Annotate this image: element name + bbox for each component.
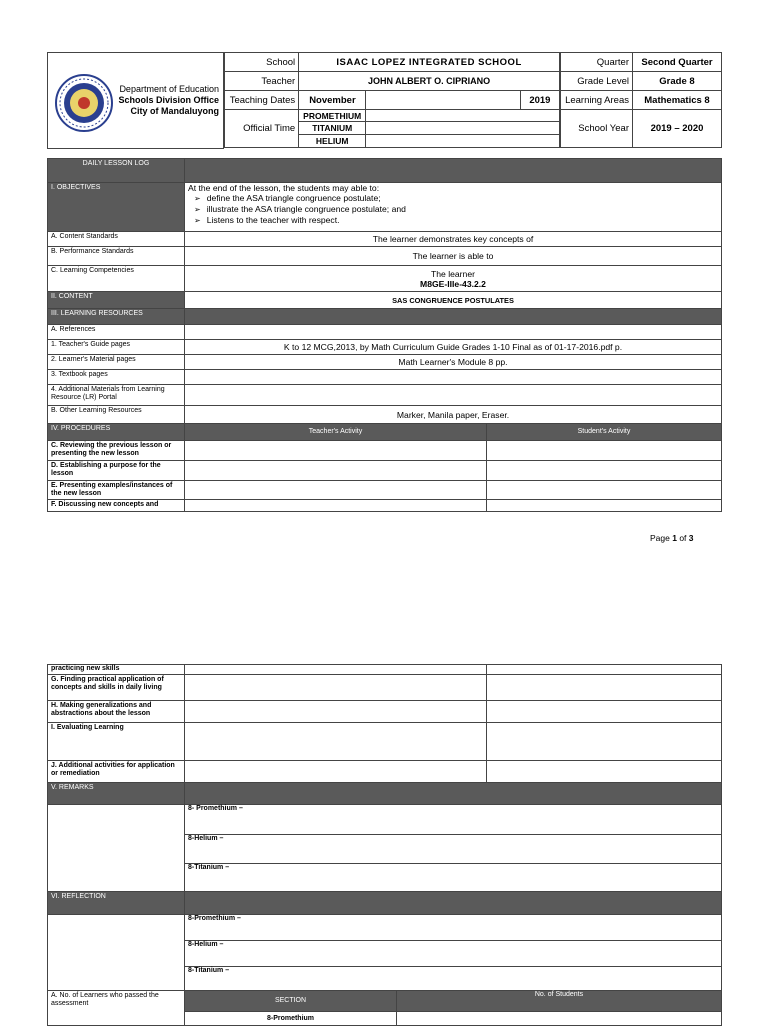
school-year-label: School Year — [561, 110, 633, 148]
other-resources-label: B. Other Learning Resources — [48, 406, 185, 424]
objective-item: ➢ define the ASA triangle congruence postulate; — [208, 193, 718, 204]
dept-name: Department of Education — [119, 84, 219, 94]
procedure-d-label: D. Establishing a purpose for the lesson — [48, 461, 185, 481]
objectives-label: I. OBJECTIVES — [48, 183, 185, 232]
quarter-label: Quarter — [561, 53, 633, 72]
procedure-f-continued: practicing new skills — [48, 665, 185, 675]
teaching-days — [366, 91, 521, 110]
school-label: School — [225, 53, 299, 72]
remark-helium: 8-Helium – — [185, 835, 722, 864]
time-helium — [366, 135, 560, 148]
section-helium: HELIUM — [299, 135, 366, 148]
students-count-header: No. of Students — [397, 991, 722, 1012]
teacher-label: Teacher — [225, 72, 299, 91]
teaching-dates-label: Teaching Dates — [225, 91, 299, 110]
learning-areas-label: Learning Areas — [561, 91, 633, 110]
procedure-g-label: G. Finding practical application of concepts and skills in daily living — [48, 675, 185, 701]
learners-material-value: Math Learner's Module 8 pp. — [185, 355, 722, 370]
teaching-month: November — [299, 91, 366, 110]
remarks-label: V. REMARKS — [48, 783, 185, 805]
learning-resources-label: III. LEARNING RESOURCES — [48, 309, 185, 325]
objectives-cell — [185, 183, 722, 232]
learning-areas-value: Mathematics 8 — [633, 91, 722, 110]
students-activity-header: Student's Activity — [487, 424, 722, 441]
quarter-value: Second Quarter — [633, 53, 722, 72]
teachers-activity-header: Teacher's Activity — [185, 424, 487, 441]
procedure-i-label: I. Evaluating Learning — [48, 723, 185, 761]
learners-material-label: 2. Learner's Material pages — [48, 355, 185, 370]
objectives-intro: At the end of the lesson, the students may able to: — [188, 183, 380, 193]
objective-item: ➢ Listens to the teacher with respect. — [208, 215, 718, 226]
content-standards-label: A. Content Standards — [48, 232, 185, 247]
objective-item: ➢ illustrate the ASA triangle congruence postulate; and — [208, 204, 718, 215]
time-promethium — [366, 110, 560, 122]
remark-titanium: 8-Titanium – — [185, 864, 722, 892]
deped-seal-icon — [54, 73, 114, 133]
content-label: II. CONTENT — [48, 292, 185, 309]
time-titanium — [366, 122, 560, 135]
division-city: City of Mandaluyong — [130, 106, 219, 116]
remark-promethium: 8- Promethium – — [185, 805, 722, 835]
header-meta-table — [560, 52, 722, 148]
assessment-table — [47, 990, 722, 1026]
reflection-label: VI. REFLECTION — [48, 892, 185, 915]
content-value: SAS CONGRUENCE POSTULATES — [185, 292, 722, 309]
official-time-label: Official Time — [225, 110, 299, 148]
procedure-j-label: J. Additional activities for application or remediation — [48, 761, 185, 783]
section-titanium: TITANIUM — [299, 122, 366, 135]
procedure-h-label: H. Making generalizations and abstractions about the lesson — [48, 701, 185, 723]
reflection-promethium: 8-Promethium – — [185, 915, 722, 941]
teacher-name: JOHN ALBERT O. CIPRIANO — [299, 72, 560, 91]
procedure-e-label: E. Presenting examples/instances of the new lesson — [48, 481, 185, 500]
performance-standards-label: B. Performance Standards — [48, 247, 185, 266]
header-info-table — [224, 52, 560, 148]
content-standards-value: The learner demonstrates key concepts of — [185, 232, 722, 247]
performance-standards-value: The learner is able to — [185, 247, 722, 266]
references-label: A. References — [48, 325, 185, 340]
other-resources-value: Marker, Manila paper, Eraser. — [185, 406, 722, 424]
textbook-label: 3. Textbook pages — [48, 370, 185, 385]
teachers-guide-value: K to 12 MCG,2013, by Math Curriculum Guide Grades 1-10 Final as of 01-17-2016.pdf p. — [185, 340, 722, 355]
reflection-titanium: 8-Titanium – — [185, 967, 722, 991]
school-year-value: 2019 – 2020 — [633, 110, 722, 148]
procedure-c-label: C. Reviewing the previous lesson or presenting the new lesson — [48, 441, 185, 461]
section-header: SECTION — [185, 991, 397, 1012]
competencies-label: C. Learning Competencies — [48, 266, 185, 292]
reflection-helium: 8-Helium – — [185, 941, 722, 967]
page-number: Page 1 of 3 — [650, 533, 694, 543]
grade-level-label: Grade Level — [561, 72, 633, 91]
additional-materials-label: 4. Additional Materials from Learning Resource (LR) Portal — [48, 385, 185, 406]
procedures-label: IV. PROCEDURES — [48, 424, 185, 441]
section-row-promethium: 8-Promethium — [185, 1012, 397, 1026]
school-name: ISAAC LOPEZ INTEGRATED SCHOOL — [299, 53, 560, 72]
teachers-guide-label: 1. Teacher's Guide pages — [48, 340, 185, 355]
competencies-cell — [185, 266, 722, 292]
division-office: Schools Division Office — [118, 95, 219, 105]
header-logo-block — [47, 52, 224, 149]
dll-title: DAILY LESSON LOG — [48, 159, 185, 183]
competency-code: M8GE-IIIe-43.2.2 — [420, 278, 486, 289]
passed-assessment-label: A. No. of Learners who passed the assessment — [48, 991, 185, 1026]
grade-level-value: Grade 8 — [633, 72, 722, 91]
section-promethium: PROMETHIUM — [299, 110, 366, 122]
teaching-year: 2019 — [520, 91, 559, 110]
competencies-value: The learner — [431, 268, 475, 279]
procedure-f-label: F. Discussing new concepts and — [48, 500, 185, 512]
procedures-continued-table — [47, 664, 722, 991]
daily-lesson-log-table — [47, 158, 722, 512]
